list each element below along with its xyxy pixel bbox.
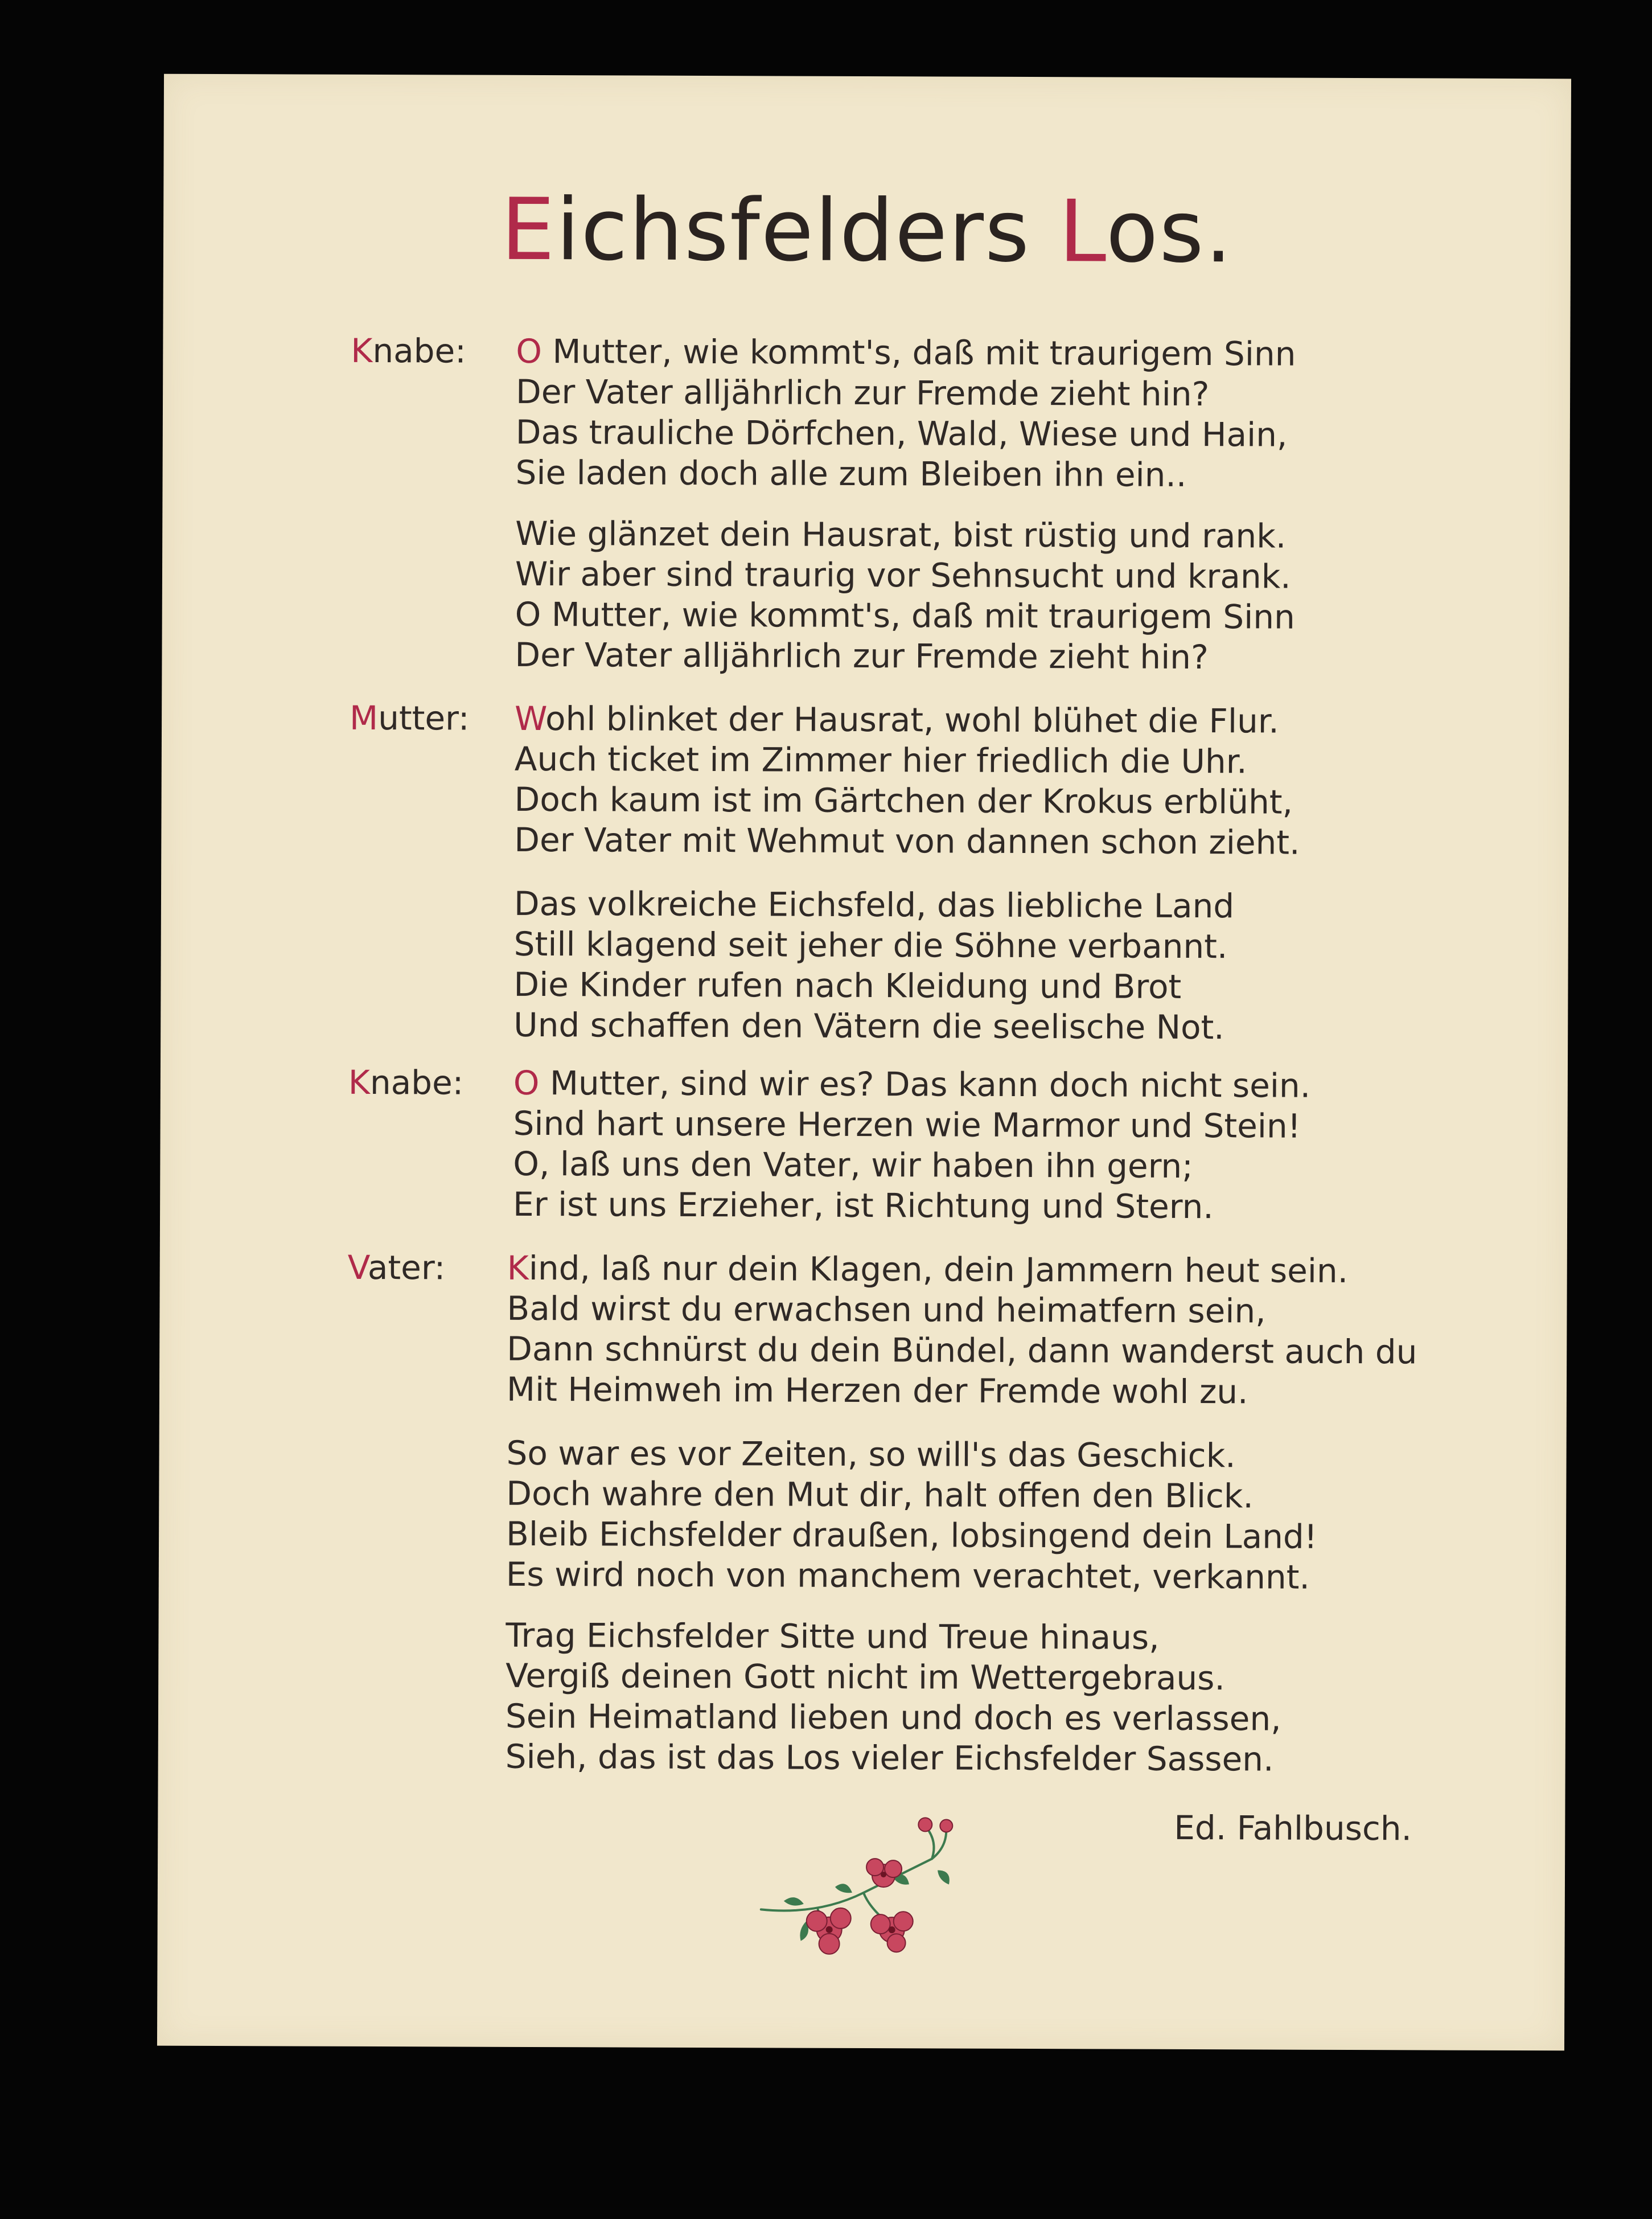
speaker-label-vater — [348, 1248, 446, 1289]
stanza-line: Der Vater mit Wehmut von dannen schon zieht. — [514, 820, 1300, 862]
stanza-line: Er ist uns Erzieher, ist Richtung und Stern. — [513, 1184, 1214, 1227]
stanza-line: O, laß uns den Vater, wir haben ihn gern; — [513, 1144, 1193, 1186]
stanza-line: Vergiß deinen Gott nicht im Wettergebraus. — [506, 1656, 1226, 1698]
stanza-line: Es wird noch von manchem verachtet, verkannt. — [506, 1554, 1310, 1597]
title-initial-l: L — [1058, 182, 1107, 282]
poem-title — [163, 179, 1571, 284]
postcard — [157, 74, 1571, 2051]
stanza-line: Wir aber sind traurig vor Sehnsucht und krank. — [515, 554, 1291, 596]
stanza-line: Still klagend seit jeher die Söhne verbannt. — [513, 924, 1228, 966]
stanza-3 — [514, 699, 1300, 863]
stanza-line: Sie laden doch alle zum Bleiben ihn ein.. — [515, 453, 1187, 494]
stanza-line: Sieh, das ist das Los vieler Eichsfelder Sassen. — [505, 1737, 1274, 1779]
stanza-line — [516, 331, 1296, 375]
title-part-1: ichsfelders — [556, 181, 1059, 282]
stanza-line: Sind hart unsere Herzen wie Marmor und Stein! — [513, 1104, 1301, 1146]
stanza-5 — [513, 1063, 1310, 1228]
speaker-rest: ater: — [367, 1248, 446, 1287]
stanza-1 — [515, 331, 1296, 496]
speaker-initial: K — [348, 1063, 371, 1102]
stanza-line — [507, 1248, 1417, 1292]
line-initial: O — [513, 1063, 540, 1103]
stanza-line: Dann schnürst du dein Bündel, dann wanderst auch du — [507, 1329, 1417, 1372]
speaker-label-knabe — [351, 331, 466, 372]
stanza-line — [515, 699, 1300, 742]
line-initial: W — [514, 699, 546, 739]
speaker-initial: M — [349, 698, 379, 738]
line-rest: Mutter, wie kommt's, daß mit traurigem Sinn — [541, 332, 1296, 374]
author-signature: Ed. Fahlbusch. — [1174, 1808, 1412, 1848]
stanza-line: Der Vater alljährlich zur Fremde zieht hin? — [515, 372, 1210, 414]
stanza-line — [513, 1063, 1311, 1106]
flower-sprig-icon — [749, 1807, 989, 1978]
stanza-line: Auch ticket im Zimmer hier friedlich die Uhr. — [514, 739, 1247, 781]
line-rest: Mutter, sind wir es? Das kann doch nicht sein. — [539, 1064, 1311, 1105]
stanza-line: Der Vater alljährlich zur Fremde zieht hin? — [515, 635, 1209, 677]
stanza-line: Das trauliche Dörfchen, Wald, Wiese und Hain, — [515, 412, 1288, 454]
speaker-rest: nabe: — [372, 331, 466, 371]
stanza-line: O Mutter, wie kommt's, daß mit traurigem Sinn — [515, 594, 1295, 637]
stanza-line: Doch wahre den Mut dir, halt offen den Blick. — [506, 1474, 1254, 1516]
speaker-label-knabe-2 — [348, 1063, 464, 1104]
stanza-line: Bleib Eichsfelder draußen, lobsingend dein Land! — [506, 1514, 1318, 1556]
title-initial-e: E — [500, 180, 556, 280]
stanza-line: Die Kinder rufen nach Kleidung und Brot — [513, 965, 1182, 1006]
stanza-line: Bald wirst du erwachsen und heimatfern sein, — [507, 1289, 1266, 1331]
stanza-8 — [506, 1615, 1282, 1780]
stanza-4 — [513, 884, 1234, 1048]
stanza-line: Sein Heimatland lieben und doch es verlassen, — [505, 1696, 1281, 1738]
stanza-line: Trag Eichsfelder Sitte und Treue hinaus, — [506, 1615, 1160, 1657]
stanza-7 — [506, 1433, 1318, 1598]
speaker-initial: K — [351, 331, 373, 370]
title-part-2: os. — [1106, 182, 1234, 282]
speaker-rest: utter: — [378, 699, 470, 738]
stanza-line: Doch kaum ist im Gärtchen der Krokus erblüht, — [514, 780, 1293, 822]
stanza-2 — [515, 514, 1295, 678]
stanza-line: Und schaffen den Vätern die seelische Not. — [513, 1005, 1224, 1047]
line-rest: ind, laß nur dein Klagen, dein Jammern heut sein. — [528, 1248, 1349, 1290]
speaker-initial: V — [347, 1248, 368, 1287]
speaker-rest: nabe: — [369, 1063, 464, 1102]
line-initial: K — [507, 1248, 529, 1287]
line-rest: ohl blinket der Hausrat, wohl blühet die Flur. — [545, 699, 1279, 741]
stanza-line: Wie glänzet dein Hausrat, bist rüstig und rank. — [515, 514, 1287, 556]
stanza-line: Mit Heimweh im Herzen der Fremde wohl zu. — [506, 1369, 1248, 1412]
stanza-line: Das volkreiche Eichsfeld, das liebliche Land — [513, 884, 1235, 926]
stanza-6 — [507, 1248, 1417, 1413]
line-initial: O — [516, 331, 543, 371]
speaker-label-mutter — [350, 698, 470, 739]
stanza-line: So war es vor Zeiten, so will's das Geschick. — [506, 1433, 1236, 1475]
